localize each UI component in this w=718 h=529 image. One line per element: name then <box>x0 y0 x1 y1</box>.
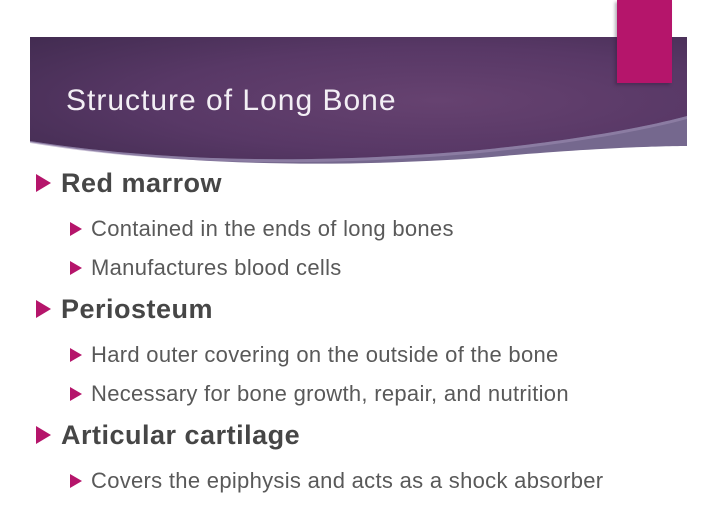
slide-title: Structure of Long Bone <box>66 84 397 117</box>
section-subitem <box>0 340 718 370</box>
triangle-bullet-icon <box>70 474 82 488</box>
section-heading-label: Periosteum <box>61 293 214 324</box>
section-heading <box>0 418 718 452</box>
triangle-bullet-icon <box>36 174 51 192</box>
triangle-bullet-icon <box>36 426 51 444</box>
section-heading <box>0 166 718 200</box>
triangle-bullet-icon <box>70 222 82 236</box>
section-heading-label: Red marrow <box>61 167 223 198</box>
section-subitem <box>0 253 718 283</box>
section-heading <box>0 292 718 326</box>
bullet-list <box>0 162 718 505</box>
section-subitem-label: Covers the epiphysis and acts as a shock absorber <box>91 468 604 493</box>
triangle-bullet-icon <box>70 348 82 362</box>
section-subitem-label: Contained in the ends of long bones <box>91 216 454 241</box>
section-subitem-label: Manufactures blood cells <box>91 255 342 280</box>
section-subitem-label: Hard outer covering on the outside of the bone <box>91 342 559 367</box>
section-subitem <box>0 379 718 409</box>
accent-tab <box>617 0 672 83</box>
section-subitem <box>0 214 718 244</box>
triangle-bullet-icon <box>70 387 82 401</box>
section-subitem <box>0 466 718 496</box>
section-heading-label: Articular cartilage <box>61 419 301 450</box>
section-subitem-label: Necessary for bone growth, repair, and nutrition <box>91 381 569 406</box>
triangle-bullet-icon <box>70 261 82 275</box>
triangle-bullet-icon <box>36 300 51 318</box>
